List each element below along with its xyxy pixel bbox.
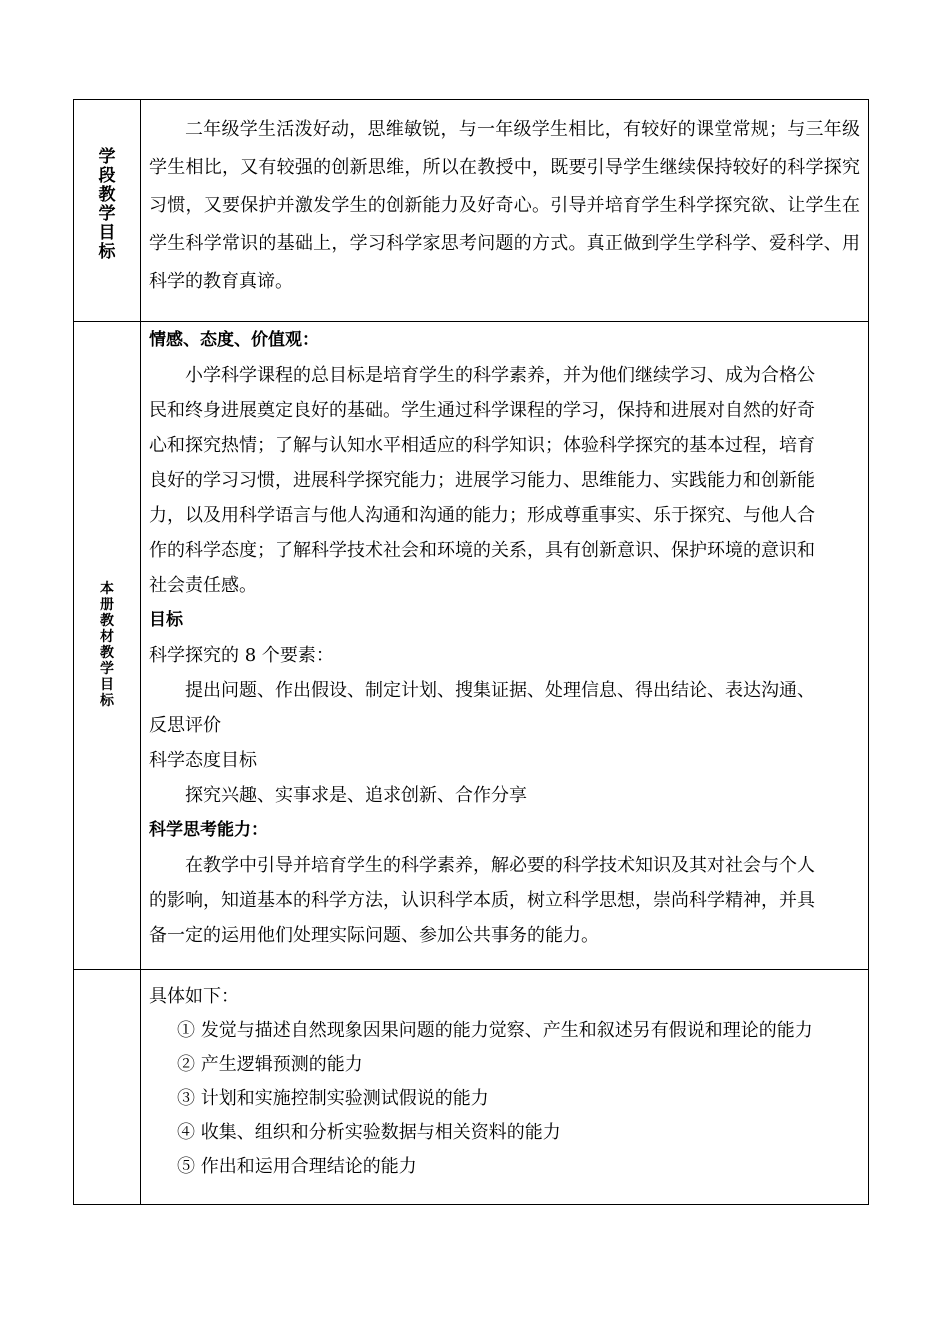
values-text-line: 作的科学态度；了解科学技术社会和环境的关系，具有创新意识、保护环境的意识和 bbox=[149, 540, 815, 561]
thinking-text-line: 的影响，知道基本的科学方法，认识科学本质，树立科学思想，崇尚科学精神，并具 bbox=[149, 890, 815, 911]
ability-intro: 具体如下： bbox=[149, 986, 239, 1007]
goal-heading: 目标 bbox=[149, 610, 183, 630]
objectives-table bbox=[73, 99, 869, 1205]
list-item: ④ 收集、组织和分析实验数据与相关资料的能力 bbox=[177, 1122, 561, 1143]
section-label-cell bbox=[74, 322, 141, 970]
section-content-cell bbox=[141, 322, 869, 970]
values-text-line: 良好的学习习惯，进展科学探究能力；进展学习能力、思维能力、实践能力和创新能 bbox=[149, 470, 815, 491]
values-text-line: 社会责任感。 bbox=[149, 575, 257, 596]
list-item: ③ 计划和实施控制实验测试假说的能力 bbox=[177, 1088, 489, 1109]
attitude-title: 科学态度目标 bbox=[149, 750, 257, 771]
thinking-text-line: 备一定的运用他们处理实际问题、参加公共事务的能力。 bbox=[149, 925, 599, 946]
inquiry-title: 科学探究的 8 个要素： bbox=[149, 645, 334, 666]
list-item: ⑤ 作出和运用合理结论的能力 bbox=[177, 1156, 417, 1177]
values-heading: 情感、态度、价值观： bbox=[149, 330, 319, 350]
list-item: ② 产生逻辑预测的能力 bbox=[177, 1054, 363, 1075]
section-label-stage-objectives: 学 段 教 学 目 标 bbox=[98, 147, 116, 262]
section-label-cell bbox=[74, 100, 141, 322]
table-row bbox=[74, 100, 869, 322]
thinking-text-line: 在教学中引导并培育学生的科学素养，解必要的科学技术知识及其对社会与个人 bbox=[185, 855, 815, 876]
section-label-textbook-objectives: 本 册 教 材 教 学 目 标 bbox=[100, 581, 114, 709]
list-item: ① 发觉与描述自然现象因果问题的能力觉察、产生和叙述另有假说和理论的能力 bbox=[177, 1020, 813, 1041]
values-text-line: 心和探究热情；了解与认知水平相适应的科学知识；体验科学探究的基本过程，培育 bbox=[149, 435, 815, 456]
table-row bbox=[74, 322, 869, 970]
values-text-line: 小学科学课程的总目标是培育学生的科学素养，并为他们继续学习、成为合格公 bbox=[185, 365, 815, 386]
stage-objectives-paragraph: 二年级学生活泼好动，思维敏锐，与一年级学生相比，有较好的课堂常规；与三年级学生相比，又有较强的创新思维，所以在教授中，既要引导学生继续保持较好的科学探究习惯，又要保护并激发学生的创新能力及好奇心。引导并培育学生科学探究欲、让学生在学生科学常识的基础上，学习科学家思考问题的方式。真正做到学生学科学、爱科学、用科学的教育真谛。 bbox=[149, 119, 860, 292]
section-content-cell bbox=[141, 100, 869, 322]
thinking-heading: 科学思考能力： bbox=[149, 820, 268, 840]
values-text-line: 民和终身进展奠定良好的基础。学生通过科学课程的学习，保持和进展对自然的好奇 bbox=[149, 400, 815, 421]
attitude-items: 探究兴趣、实事求是、追求创新、合作分享 bbox=[185, 785, 527, 806]
inquiry-items-line: 提出问题、作出假设、制定计划、搜集证据、处理信息、得出结论、表达沟通、 bbox=[185, 680, 815, 701]
section-label-cell bbox=[74, 970, 141, 1205]
table-row bbox=[74, 970, 869, 1205]
section-content-cell bbox=[141, 970, 869, 1205]
inquiry-items-line: 反思评价 bbox=[149, 715, 221, 736]
values-text-line: 力，以及用科学语言与他人沟通和沟通的能力；形成尊重事实、乐于探究、与他人合 bbox=[149, 505, 815, 526]
